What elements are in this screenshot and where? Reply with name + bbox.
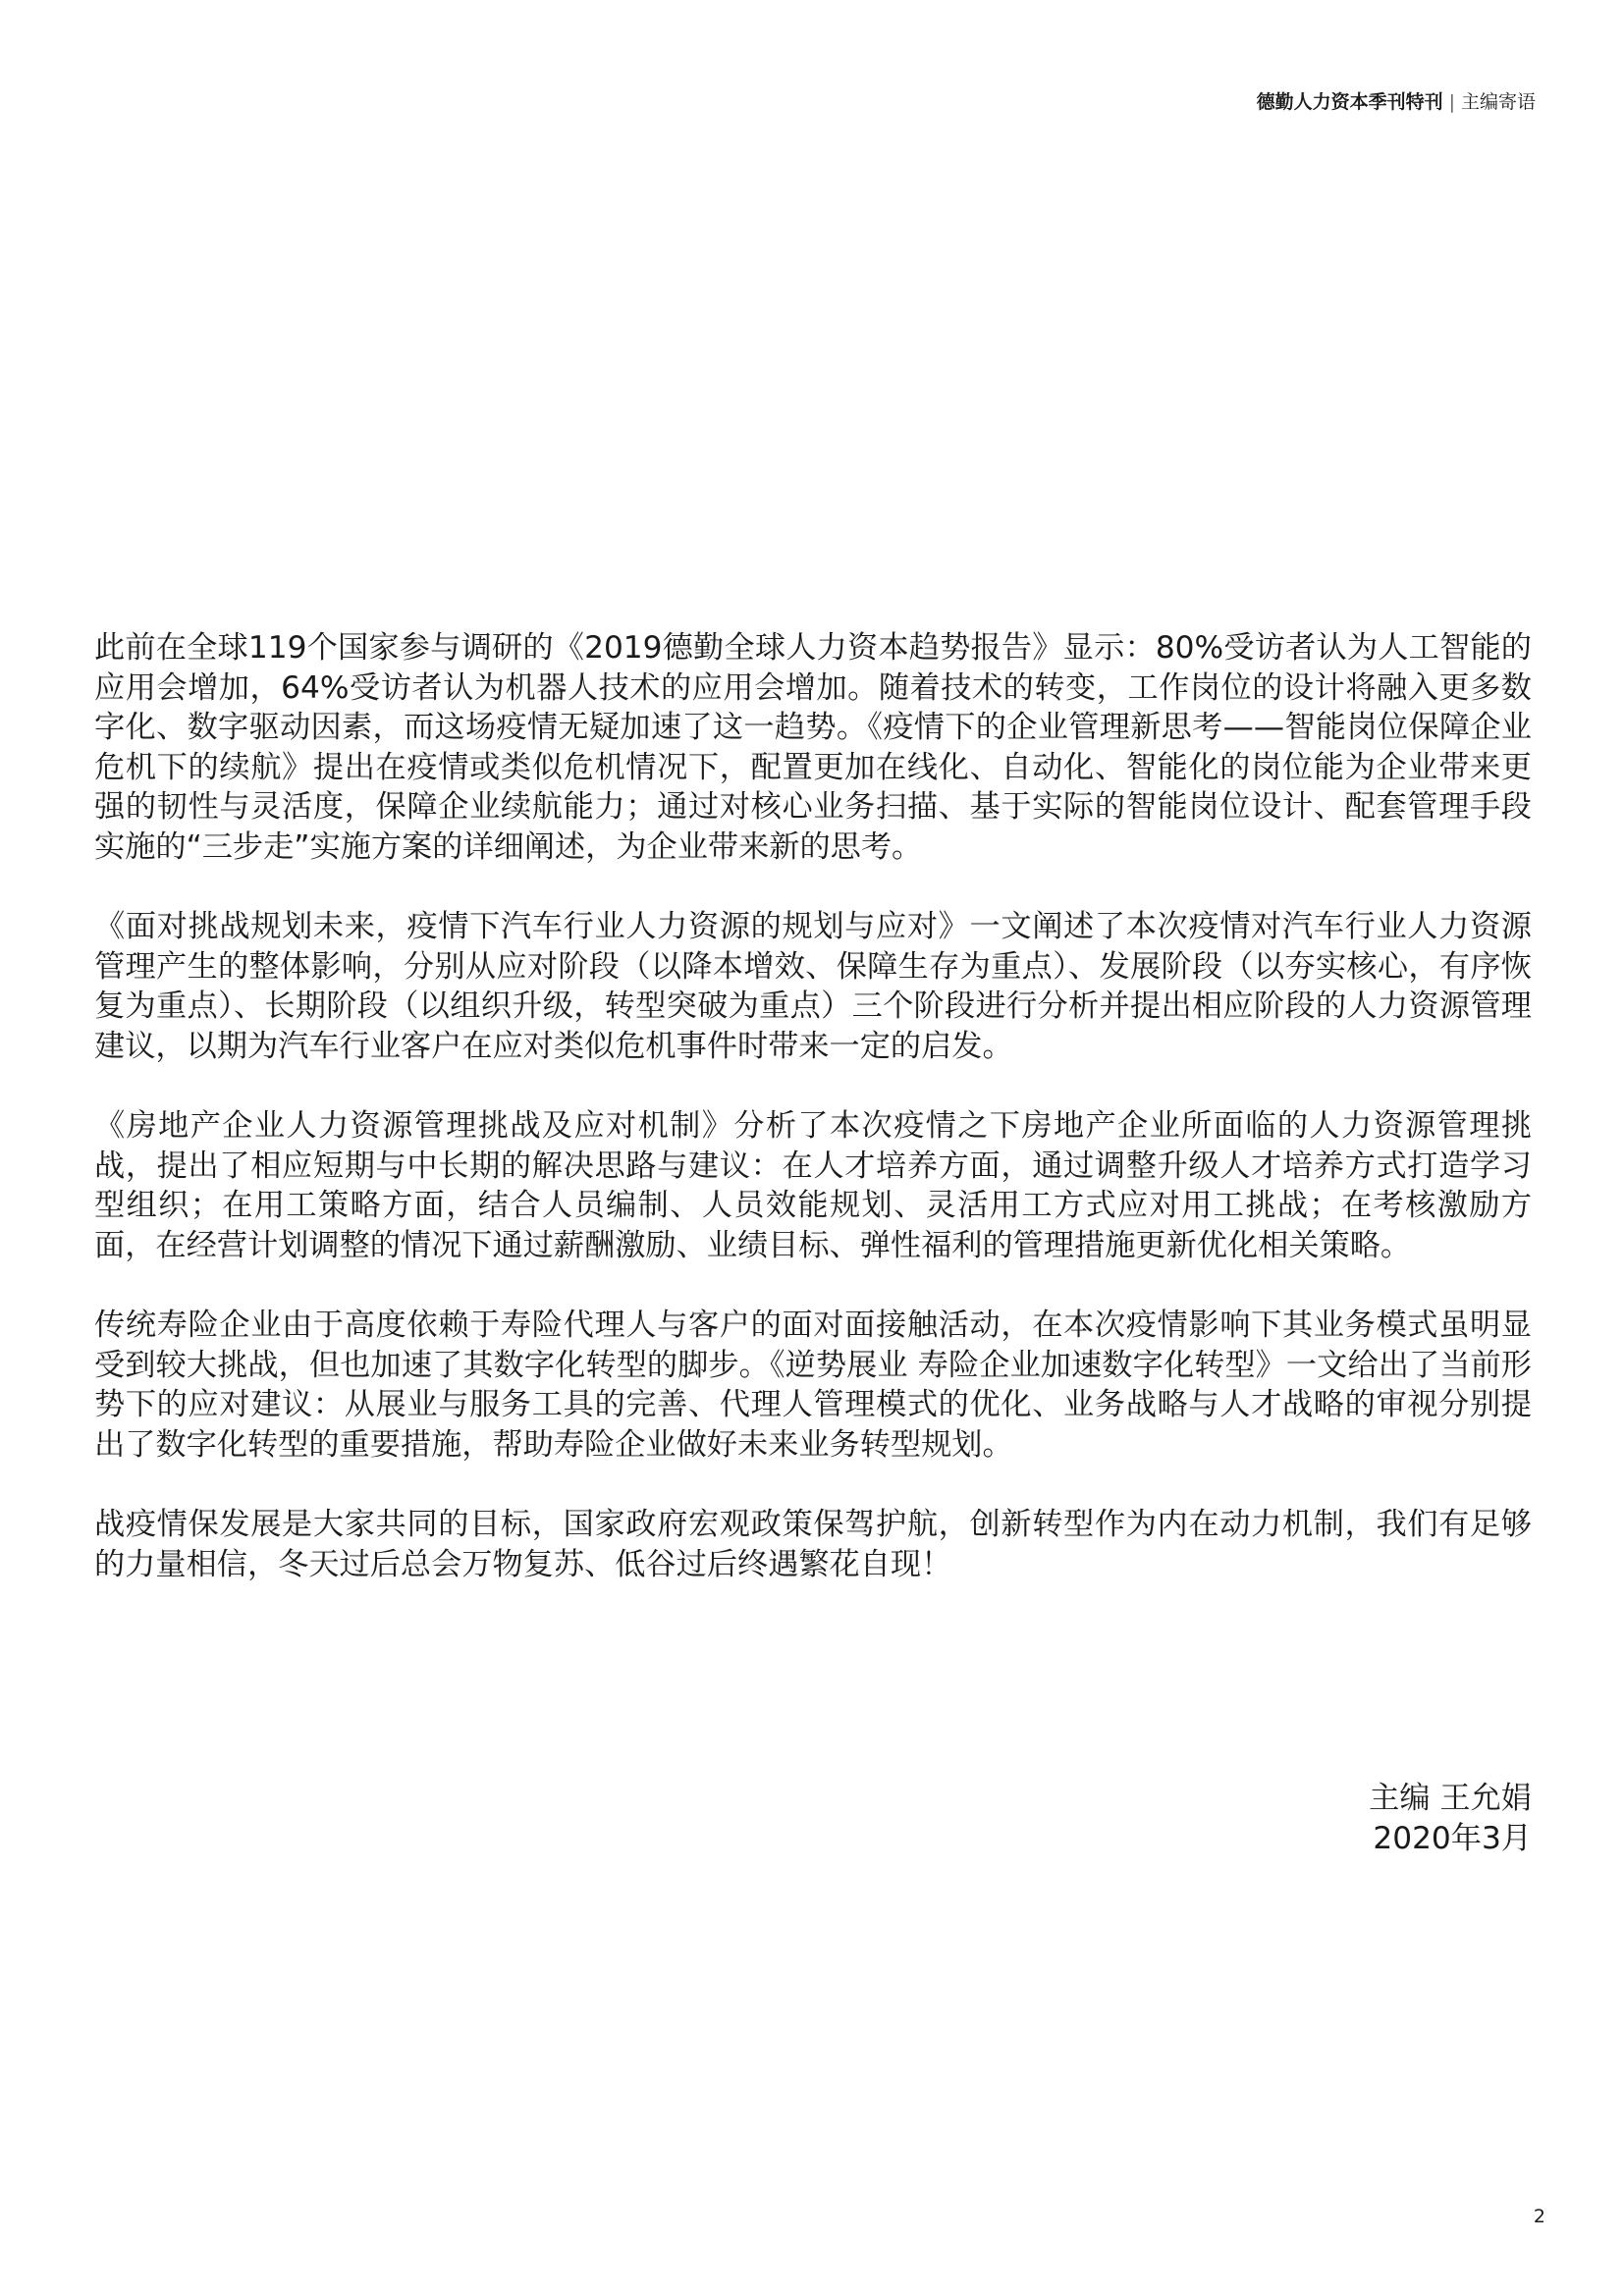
section-title: 主编寄语	[1460, 91, 1536, 113]
header-separator: |	[1448, 91, 1455, 113]
page-header	[1257, 90, 1536, 114]
signature-block	[1369, 1779, 1532, 1858]
paragraph-ai-jobs: 此前在全球119个国家参与调研的《2019德勤全球人力资本趋势报告》显示：80%受访者认为人工智能的应用会增加，64%受访者认为机器人技术的应用会增加。随着技术的转变，工作岗位的设计将融入更多数字化、数字驱动因素，而这场疫情无疑加速了这一趋势。《疫情下的企业管理新思考——智能岗位保障企业危机下的续航》提出在疫情或类似危机情况下，配置更加在线化、自动化、智能化的岗位能为企业带来更强的韧性与灵活度，保障企业续航能力；通过对核心业务扫描、基于实际的智能岗位设计、配套管理手段实施的“三步走”实施方案的详细阐述，为企业带来新的思考。	[94, 630, 1532, 865]
signature-date: 2020年3月	[1373, 1820, 1532, 1856]
article-body	[94, 628, 1532, 1584]
paragraph-life-insurance: 传统寿险企业由于高度依赖于寿险代理人与客户的面对面接触活动，在本次疫情影响下其业务模式虽明显受到较大挑战，但也加速了其数字化转型的脚步。《逆势展业 寿险企业加速数字化转型》一文给出了当前形势下的应对建议：从展业与服务工具的完善、代理人管理模式的优化、业务战略与人才战略的审视分别提出了数字化转型的重要措施，帮助寿险企业做好未来业务转型规划。	[94, 1308, 1532, 1463]
page-number: 2	[1533, 2206, 1545, 2227]
publication-title: 德勤人力资本季刊特刊	[1256, 91, 1443, 113]
paragraph-real-estate: 《房地产企业人力资源管理挑战及应对机制》分析了本次疫情之下房地产企业所面临的人力资源管理挑战，提出了相应短期与中长期的解决思路与建议：在人才培养方面，通过调整升级人才培养方式打造学习型组织；在用工策略方面，结合人员编制、人员效能规划、灵活用工方式应对用工挑战；在考核激励方面，在经营计划调整的情况下通过薪酬激励、业绩目标、弹性福利的管理措施更新优化相关策略。	[94, 1108, 1532, 1263]
editor-name: 主编 王允娟	[1369, 1781, 1532, 1816]
paragraph-conclusion: 战疫情保发展是大家共同的目标，国家政府宏观政策保驾护航，创新转型作为内在动力机制，我们有足够的力量相信，冬天过后总会万物复苏、低谷过后终遇繁花自现！	[94, 1507, 1532, 1582]
paragraph-automotive: 《面对挑战规划未来，疫情下汽车行业人力资源的规划与应对》一文阐述了本次疫情对汽车行业人力资源管理产生的整体影响，分别从应对阶段（以降本增效、保障生存为重点）、发展阶段（以夯实核心，有序恢复为重点）、长期阶段（以组织升级，转型突破为重点）三个阶段进行分析并提出相应阶段的人力资源管理建议，以期为汽车行业客户在应对类似危机事件时带来一定的启发。	[94, 909, 1532, 1064]
